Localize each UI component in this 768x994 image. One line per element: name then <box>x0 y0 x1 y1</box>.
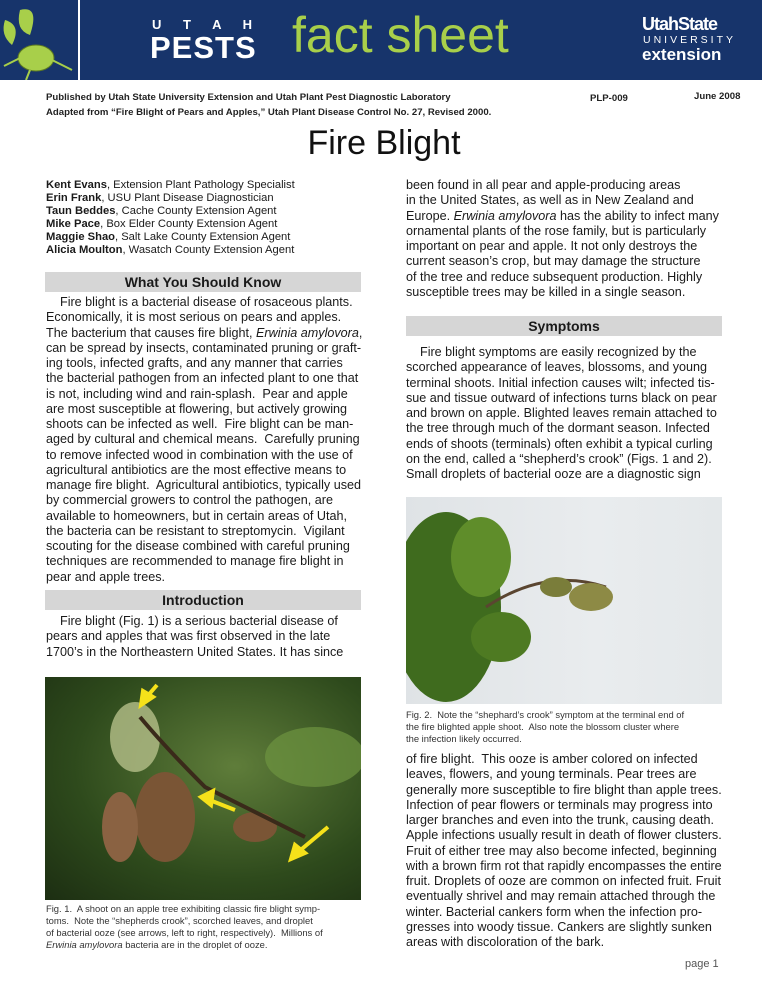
text-line <box>46 939 323 951</box>
text-segment: with a brown firm rot that rapidly encompasses the entire <box>406 858 722 873</box>
text-line <box>46 509 362 524</box>
page-title: Fire Blight <box>307 124 461 162</box>
author-entry <box>46 205 295 218</box>
text-line <box>406 178 719 193</box>
utah-label: U T A H <box>152 17 261 32</box>
author-role: , USU Plant Disease Diagnostician <box>101 192 274 204</box>
text-line <box>406 813 722 828</box>
pest-logo <box>0 0 80 80</box>
text-segment: larger branches and even into the trunk, causing death. <box>406 813 715 827</box>
usu-extension: extension <box>642 45 722 64</box>
author-role: , Wasatch County Extension Agent <box>122 244 295 256</box>
text-segment: of fire blight. This ooze is amber colored on infected <box>406 752 698 766</box>
heading-symptoms: Symptoms <box>406 316 722 336</box>
text-line <box>406 874 722 889</box>
text-segment: techniques are recommended to manage fire blight in <box>46 554 344 569</box>
author-role: , Box Elder County Extension Agent <box>100 218 278 230</box>
text-line <box>406 709 684 721</box>
author-role: , Salt Lake County Extension Agent <box>115 231 291 243</box>
text-line <box>406 859 722 874</box>
text-line <box>406 209 719 224</box>
text-segment: agricultural antibiotics are the most effective means to <box>46 462 347 477</box>
italic-text: Erwinia amylovora <box>453 208 557 223</box>
text-segment: in the United States, as well as in New Zealand and <box>406 193 694 208</box>
text-segment: Fire blight symptoms are easily recognized by the <box>406 345 697 359</box>
blighted-shoot-image <box>406 497 722 704</box>
text-line <box>406 193 719 208</box>
italic-text: Erwinia amylovora <box>46 939 123 950</box>
text-line <box>406 905 722 920</box>
text-line <box>46 493 362 508</box>
author-entry <box>46 192 295 205</box>
text-line <box>406 345 717 360</box>
text-segment: can be spread by insects, contaminated pruning or graft- <box>46 340 362 355</box>
text-line <box>406 844 722 859</box>
author-entry <box>46 218 295 231</box>
text-segment: Fire blight (Fig. 1) is a serious bacterial disease of <box>46 614 338 628</box>
text-line <box>46 387 362 402</box>
author-role: , Extension Plant Pathology Specialist <box>106 179 295 191</box>
text-line <box>406 467 717 482</box>
text-segment: the bacterial pathogen from an infected plant to one that <box>46 371 359 386</box>
text-line <box>406 391 717 406</box>
text-line <box>406 406 717 421</box>
text-segment: of bacterial ooze (see arrows, left to right, respectively). Millions of <box>46 927 323 938</box>
text-segment: shoots can be infected as well. Fire blight can be man- <box>46 417 354 431</box>
text-line <box>406 798 722 813</box>
text-line <box>406 376 717 391</box>
text-segment: Small droplets of bacterial ooze are a diagnostic sign <box>406 467 701 481</box>
text-segment: generally more susceptible to fire blight than apple trees. <box>406 782 722 797</box>
text-segment: pear and apple trees. <box>46 569 166 584</box>
author-name: Erin Frank <box>46 192 102 204</box>
text-line <box>46 341 362 356</box>
author-name: Mike Pace <box>46 218 101 230</box>
text-line <box>46 927 323 939</box>
heading-what-you-should-know: What You Should Know <box>45 272 361 292</box>
text-segment: current season’s crop, but may damage the structure <box>406 254 701 269</box>
page-number: page 1 <box>685 958 719 970</box>
text-segment: Europe. <box>406 208 454 223</box>
text-line <box>46 629 343 644</box>
text-segment: Fire blight is a bacterial disease of rosaceous plants. <box>46 295 353 309</box>
text-segment: 1700’s in the Northeastern United States. It has since <box>46 644 344 659</box>
text-segment: been found in all pear and apple-producing areas <box>406 178 681 192</box>
text-segment: Fig. 2. Note the “shephard’s crook” symptom at the terminal end of <box>406 709 685 720</box>
text-line <box>406 239 719 254</box>
author-entry <box>46 231 295 244</box>
text-segment: Infection of pear flowers or terminals may progress into <box>406 797 713 812</box>
text-segment: bacteria are in the droplet of ooze. <box>122 939 268 950</box>
text-segment: ornamental plants of the rose family, but is particularly <box>406 223 707 238</box>
text-segment: toms. Note the “shepherds crook”, scorched leaves, and droplet <box>46 915 313 926</box>
text-line <box>46 402 362 417</box>
text-segment: winter. Bacterial cankers form when the infection pro- <box>406 904 703 919</box>
fact-sheet-label: fact sheet <box>292 7 509 63</box>
text-segment: manage fire blight. Agricultural antibiotics, typically used <box>46 478 362 492</box>
pests-label: PESTS <box>150 30 257 65</box>
text-line <box>46 432 362 447</box>
text-segment: and brown on apple. Blighted leaves remain attached to <box>406 406 717 420</box>
text-segment: gresses into woody tissue. Cankers are slightly sunken <box>406 919 712 934</box>
text-segment: by commercial growers to control the pathogen, are <box>46 493 333 508</box>
text-segment: the fire blighted apple shoot. Also note the blossom cluster where <box>406 721 680 732</box>
text-segment: Economically, it is most serious on pears and apples. <box>46 310 342 325</box>
text-line <box>406 224 719 239</box>
text-segment: available to homeowners, but in certain areas of Utah, <box>46 508 348 523</box>
text-line <box>46 539 362 554</box>
text-segment: to remove infected wood in combination with the use of <box>46 447 353 462</box>
text-segment: is not, including wind and rain-splash. Pear and apple <box>46 386 348 401</box>
text-segment: , <box>358 325 363 340</box>
header-banner <box>0 0 762 80</box>
text-segment: are most susceptible at flowering, but actively growing <box>46 401 347 416</box>
text-line <box>406 285 719 300</box>
document-date: June 2008 <box>694 91 741 102</box>
text-line <box>406 889 722 904</box>
text-segment: terminal shoots. Initial infection causes wilt; infected tis- <box>406 375 715 390</box>
published-by: Published by Utah State University Extension and Utah Plant Pest Diagnostic Laboratory <box>46 92 451 103</box>
text-line <box>46 554 362 569</box>
text-line <box>406 721 684 733</box>
text-line <box>46 645 343 660</box>
arrow-icon <box>141 685 157 705</box>
text-segment: The bacterium that causes fire blight, <box>46 325 256 340</box>
document-code: PLP-009 <box>590 93 628 104</box>
usu-name: UtahState <box>642 14 718 34</box>
text-line <box>406 437 717 452</box>
text-segment: leaves, flowers, and young terminals. Pear trees are <box>406 767 697 782</box>
italic-text: Erwinia amylovora <box>256 325 359 340</box>
text-segment: ends of shoots (terminals) often exhibit a typical curling <box>406 436 713 451</box>
author-name: Alicia Moulton <box>46 244 123 256</box>
author-entry <box>46 244 295 257</box>
text-segment: ing tools, infected grafts, and any manner that carries <box>46 356 343 370</box>
text-line <box>46 903 323 915</box>
text-line <box>46 371 362 386</box>
text-segment: fruit. Droplets of ooze are common on infected fruit. Fruit <box>406 874 721 888</box>
text-segment: pears and apples that was first observed in the late <box>46 629 331 644</box>
text-line <box>46 448 362 463</box>
intro-paragraph <box>46 614 343 660</box>
usu-university: UNIVERSITY <box>643 34 737 46</box>
text-line <box>406 935 722 950</box>
apple-shoot-image <box>45 677 361 900</box>
know-paragraph <box>46 295 362 585</box>
author-list <box>46 179 295 257</box>
author-name: Kent Evans <box>46 179 107 191</box>
text-segment: scorched appearance of leaves, blossoms, and young <box>406 360 708 375</box>
text-line <box>406 920 722 935</box>
text-line <box>406 752 722 767</box>
text-segment: areas with discoloration of the bark. <box>406 935 605 949</box>
fig1-caption <box>46 903 323 951</box>
text-segment: susceptible trees may be killed in a single season. <box>406 284 686 299</box>
text-segment: the tree through much of the dormant season. Infected <box>406 421 710 436</box>
text-line <box>406 421 717 436</box>
heading-introduction: Introduction <box>45 590 361 610</box>
text-line <box>406 828 722 843</box>
text-segment: eventually shrivel and may remain attached through the <box>406 889 716 904</box>
text-line <box>46 524 362 539</box>
symptoms-continued-paragraph <box>406 752 722 950</box>
text-line <box>406 783 722 798</box>
text-segment: Fruit of either tree may also become infected, beginning <box>406 843 717 858</box>
text-segment: important on pear and apple. It not only destroys the <box>406 239 698 253</box>
text-segment: aged by cultural and chemical means. Carefully pruning <box>46 432 360 447</box>
text-line <box>406 733 684 745</box>
beetle-leaf-icon <box>0 0 78 80</box>
text-segment: scouting for the disease combined with careful pruning <box>46 539 350 553</box>
author-entry <box>46 179 295 192</box>
text-line <box>46 295 362 310</box>
text-segment: the bacteria can be resistant to streptomycin. Vigilant <box>46 523 345 538</box>
text-line <box>46 417 362 432</box>
text-line <box>46 463 362 478</box>
text-segment: Fig. 1. A shoot on an apple tree exhibiting classic fire blight symp- <box>46 903 321 914</box>
text-line <box>406 254 719 269</box>
text-line <box>406 360 717 375</box>
text-segment: sue and tissue outward of infections turns black on pear <box>406 390 717 405</box>
text-segment: Apple infections usually result in death of flower clusters. <box>406 828 722 843</box>
text-line <box>406 452 717 467</box>
text-line <box>46 570 362 585</box>
text-line <box>46 326 362 341</box>
text-line <box>46 478 362 493</box>
text-line <box>46 310 362 325</box>
text-segment: of the tree and reduce subsequent production. Highly <box>406 269 703 284</box>
author-name: Taun Beddes <box>46 205 116 217</box>
text-segment: the infection likely occurred. <box>406 733 522 744</box>
author-role: , Cache County Extension Agent <box>115 205 277 217</box>
fig2-caption <box>406 709 684 745</box>
fig1-photo <box>45 677 361 900</box>
text-line <box>46 614 343 629</box>
text-line <box>46 915 323 927</box>
intro-continued-paragraph <box>406 178 719 300</box>
symptoms-paragraph <box>406 345 717 482</box>
text-line <box>406 767 722 782</box>
text-segment: has the ability to infect many <box>556 208 719 223</box>
text-line <box>406 270 719 285</box>
fig2-photo <box>406 497 722 704</box>
text-line <box>46 356 362 371</box>
text-segment: on the end, called a “shepherd’s crook” (Figs. 1 and 2). <box>406 451 712 466</box>
adapted-from: Adapted from “Fire Blight of Pears and Apples,” Utah Plant Disease Control No. 27, Revised 2000. <box>46 107 492 118</box>
author-name: Maggie Shao <box>46 231 115 243</box>
